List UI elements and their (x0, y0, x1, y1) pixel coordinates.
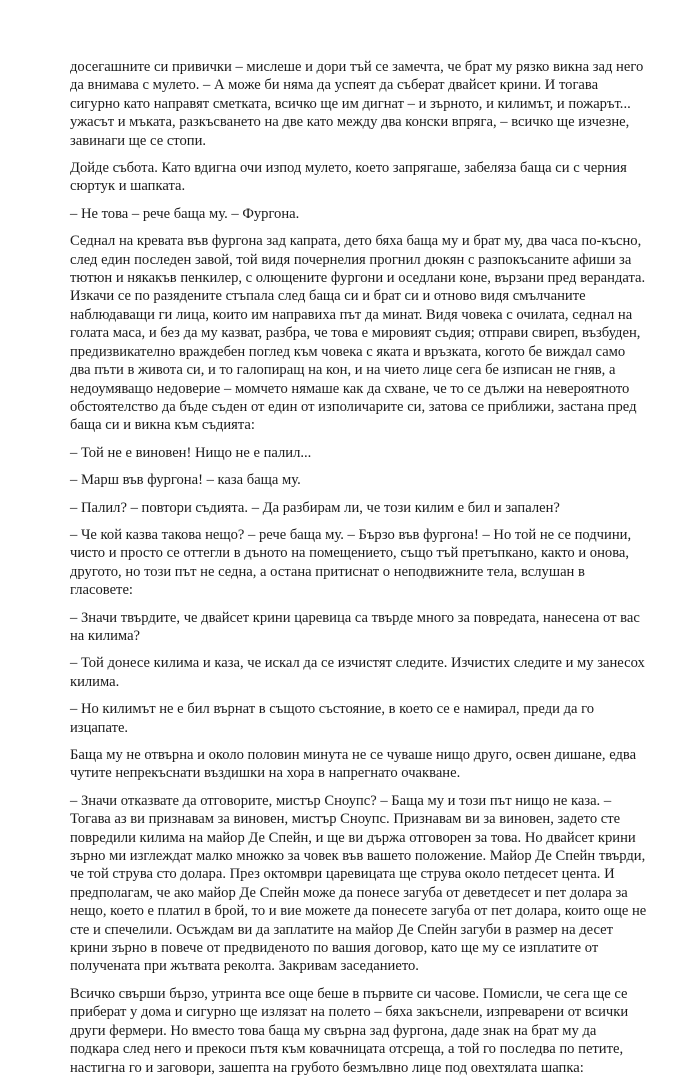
paragraph: – Че кой казва такова нещо? – рече баща му. – Бързо във фургона! – Но той не се подчини, чисто и просто се оттегли в дъното на помещението, също тъй претъпкано, както и онова, другото, но този път не седна, а остана притиснат о неподвижните тела, вслушан в гласовете: (70, 526, 632, 599)
paragraph: Седнал на кревата във фургона зад капрата, дето бяха баща му и брат му, два часа по-късно, след един последен завой, той видя почернелия прогнил дюкян с разпокъсаните афиши за тютюн и някакъв пенкилер, с олющените фургони и оседлани коне, вързани пред верандата. Изкачи се по разядените стъпала след баща си и брат си и отново видя смълчаните наблюдаващи ги лица, които им направиха път да минат. Видя човека с очилата, седнал на голата маса, и без да му казват, разбра, че това е мировият съдия; отправи свиреп, възбуден, предизвикателно враждебен поглед към човека с яката и връзката, когото бе виждал само два пъти в живота си, и то галопиращ на кон, и на чието лице сега бе изписан не гняв, а недоумяващо недоверие – момчето нямаше как да схване, че то се дължи на невероятното обстоятелство да бъде съден от един от изполичарите си, затова се приближи, застана пред баща си и викна към съдията: (70, 233, 646, 434)
paragraph: – Не това – рече баща му. – Фургона. (70, 205, 300, 222)
document-page (70, 58, 648, 1086)
paragraph: – Но килимът не е бил върнат в същото състояние, в което се е намирал, преди да го изцапате. (70, 701, 595, 736)
paragraph: – Марш във фургона! – каза баща му. (70, 472, 301, 489)
paragraph: Всичко свърши бързо, утринта все още беше в първите си часове. Помисли, че сега ще се приберат у дома и сигурно ще излязат на полето – бяха закъснели, изпреварени от всички други фермери. Но вместо това баща му свърна зад фургона, даде знак на брат му да подкара след него и прекоси пътя към ковачницата отсреща, а той го последва по петите, настигна го и заговори, зашепта на грубото безмълвно лице под овехтялата шапка: (70, 985, 629, 1076)
paragraph: – Значи отказвате да отговорите, мистър Сноупс? – Баща му и този път нищо не каза. – Тогава аз ви признавам за виновен, мистър Сноупс. Признавам ви за виновен, задето сте повредили килима на майор Де Спейн, и ще ви държа отговорен за това. Но двайсет крини зърно ми изглеждат малко множко за човек във вашето положение. Майор Де Спейн твърди, че той струва сто долара. През октомври царевицата ще струва около петдесет цента. И предполагам, че ако майор Де Спейн може да понесе загуба от деветдесет и пет долара за нещо, което е платил в брой, то и вие можете да понесете загуба от пет долара, които още не сте и спечелили. Осъждам ви да заплатите на майор Де Спейн загуби в размер на десет крини зърно в повече от предвиденото по вашия договор, като ще му се изплатите от получената при жътвата реколта. Закривам заседанието. (70, 792, 647, 975)
paragraph: – Значи твърдите, че двайсет крини царевица са твърде много за повредата, нанесена от вас на килима? (70, 609, 640, 644)
paragraph: Баща му не отвърна и около половин минута не се чуваше нищо друго, освен дишане, едва чутите непрекъснати въздишки на хора в напрегнато очакване. (70, 747, 637, 782)
paragraph: – Той не е виновен! Нищо не е палил... (70, 444, 312, 461)
paragraph: – Палил? – повтори съдията. – Да разбирам ли, че този килим е бил и запален? (70, 499, 560, 516)
paragraph: досегашните си привички – мислеше и дори тъй се замечта, че брат му рязко викна зад него да внимава с мулето. – А може би няма да успеят да съберат двайсет крини. И тогава сигурно като направят сметката, всичко ще им дигнат – и зърното, и килимът, и пожарът... ужасът и мъката, разкъсването на две като между два конски впряга, – всичко ще изчезне, завинаги ще се стопи. (70, 59, 644, 149)
paragraph: Дойде събота. Като вдигна очи изпод мулето, което запрягаше, забеляза баща си с черния сюртук и шапката. (70, 160, 627, 195)
paragraph: – Той донесе килима и каза, че искал да се изчистят следите. Изчистих следите и му занесох килима. (70, 655, 645, 690)
